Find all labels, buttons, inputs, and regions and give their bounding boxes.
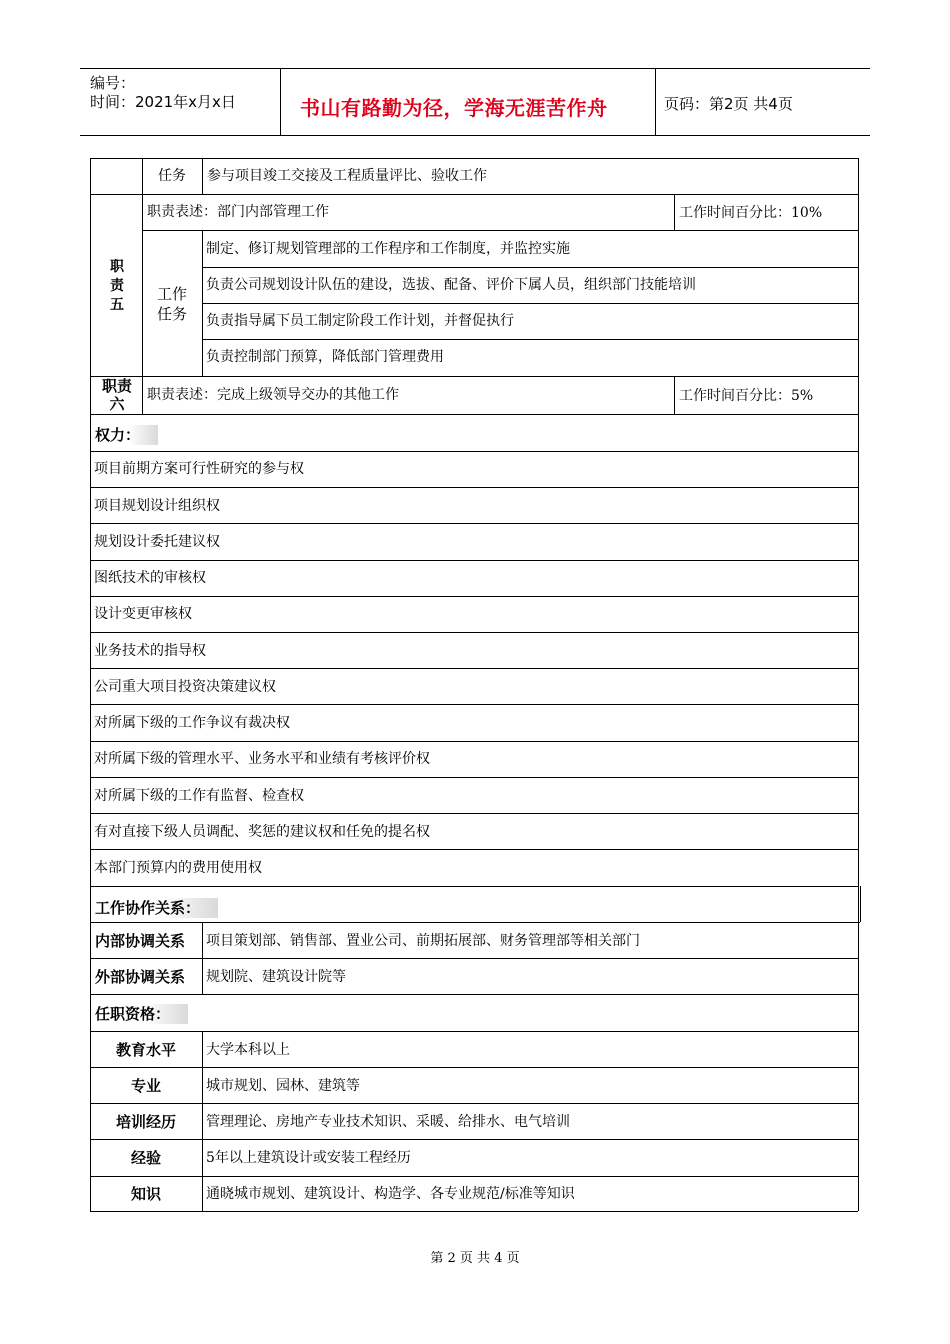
duty-four-task-text: 参与项目竣工交接及工程质量评比、验收工作: [207, 168, 487, 184]
external-coordination-value: 规划院、建筑设计院等: [206, 969, 346, 985]
duty-five-task: 负责指导属下员工制定阶段工作计划，并督促执行: [206, 313, 514, 329]
power-item: 本部门预算内的费用使用权: [94, 860, 262, 876]
power-item: 业务技术的指导权: [94, 643, 206, 659]
qualification-value-experience: 5年以上建筑设计或安装工程经历: [206, 1150, 411, 1166]
page-footer: 第 2 页 共 4 页: [430, 1251, 520, 1266]
qualification-value-major: 城市规划、园林、建筑等: [206, 1078, 360, 1094]
qualifications-section-title: 任职资格：: [92, 1004, 188, 1024]
duty-five-title: 职责五: [110, 259, 124, 313]
qualification-label-major: 专业: [130, 1077, 161, 1095]
external-coordination-label: 外部协调关系: [95, 968, 186, 986]
qualification-value-training: 管理理论、房地产专业技术知识、采暖、给排水、电气培训: [206, 1114, 570, 1130]
power-item: 对所属下级的管理水平、业务水平和业绩有考核评价权: [94, 751, 430, 767]
duty-five-description: 职责表述：部门内部管理工作: [147, 204, 329, 220]
document-date-label: 时间：2021年x月x日: [90, 93, 236, 111]
duty-five-task: 负责控制部门预算，降低部门管理费用: [206, 349, 444, 365]
table-border-right: [858, 158, 859, 1211]
power-item: 图纸技术的审核权: [94, 570, 206, 586]
cooperation-section-title: 工作协作关系：: [92, 898, 218, 918]
duty-five-task: 制定、修订规划管理部的工作程序和工作制度，并监控实施: [206, 241, 570, 257]
qualification-value-knowledge: 通晓城市规划、建筑设计、构造学、各专业规范/标准等知识: [206, 1186, 575, 1202]
duty-four-task-label: 任务: [158, 168, 186, 184]
power-item: 项目规划设计组织权: [94, 498, 220, 514]
internal-coordination-value: 项目策划部、销售部、置业公司、前期拓展部、财务管理部等相关部门: [206, 933, 640, 949]
qualification-label-experience: 经验: [130, 1149, 161, 1167]
qualification-label-education: 教育水平: [115, 1041, 176, 1059]
page-info: 页码：第2页 共4页: [664, 95, 793, 113]
power-item: 对所属下级的工作争议有裁决权: [94, 715, 290, 731]
duty-five-task: 负责公司规划设计队伍的建设，选拔、配备、评价下属人员，组织部门技能培训: [206, 277, 696, 293]
header-motto: 书山有路勤为径，学海无涯苦作舟: [300, 96, 608, 120]
power-item: 对所属下级的工作有监督、检查权: [94, 788, 304, 804]
qualification-label-training: 培训经历: [115, 1113, 176, 1131]
duty-six-title: 职责六: [101, 377, 132, 413]
power-item: 有对直接下级人员调配、奖惩的建议权和任免的提名权: [94, 824, 430, 840]
power-item: 公司重大项目投资决策建议权: [94, 679, 276, 695]
duty-six-time-percent: 工作时间百分比：5%: [679, 388, 814, 404]
qualification-label-knowledge: 知识: [130, 1185, 161, 1203]
duty-five-task-label: 工作任务: [156, 285, 187, 323]
qualification-value-education: 大学本科以上: [206, 1042, 290, 1058]
header-bottom-rule: [80, 135, 870, 136]
power-item: 设计变更审核权: [94, 606, 192, 622]
header-top-rule: [80, 68, 870, 69]
duty-six-description: 职责表述：完成上级领导交办的其他工作: [147, 387, 399, 403]
document-number-label: 编号：: [90, 74, 136, 92]
header-divider: [655, 68, 656, 135]
powers-section-title: 权力：: [92, 425, 158, 445]
header-divider: [280, 68, 281, 135]
power-item: 规划设计委托建议权: [94, 534, 220, 550]
internal-coordination-label: 内部协调关系: [95, 932, 186, 950]
duty-five-time-percent: 工作时间百分比：10%: [679, 205, 823, 221]
power-item: 项目前期方案可行性研究的参与权: [94, 461, 304, 477]
